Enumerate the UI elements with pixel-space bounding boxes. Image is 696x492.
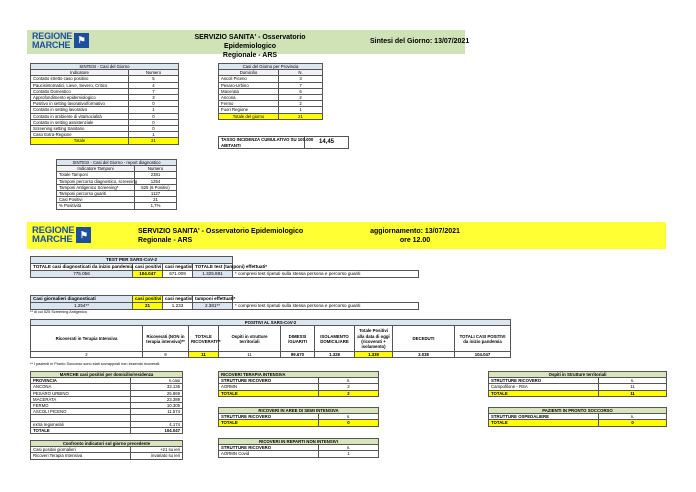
col-indicatore-tamponi: Indicatore Tamponi — [57, 166, 135, 172]
marche-provincia-title: MARCHE casi positivi per domicilio/residenza — [31, 372, 183, 378]
casi-provincia-table — [218, 63, 323, 120]
col-tot-casi: TOTALE casi diagnosticati da inizio pandemia — [31, 264, 133, 271]
col-strutture: STRUTTURE RICOVERO — [219, 445, 319, 451]
col-strutture: STRUTTURE RICOVERO — [489, 378, 599, 384]
test-sars-note: * compresi test ripetuti sulla stessa persona e percorso guariti — [233, 271, 419, 278]
col-provincia: PROVINCIA — [31, 378, 131, 384]
incidenza-label — [219, 137, 314, 149]
row-label: % Positività — [57, 203, 135, 209]
extra-regione-label: extra regione/ali — [31, 421, 131, 427]
col-n: N. — [279, 70, 323, 76]
col-strutture: STRUTTURE RICOVERO — [219, 378, 319, 384]
totale-value: 21 — [279, 113, 323, 119]
pronto-soccorso-table — [488, 407, 667, 427]
header2-title-line1: SERVIZIO SANITA' - Osservatorio Epidemiologico — [138, 228, 304, 235]
regione-marche-logo-top — [32, 32, 89, 49]
totale-label: TOTALE — [219, 420, 319, 426]
positivi-value: 104.047 — [133, 271, 163, 278]
incidenza-label-line1: TASSO INCIDENZA CUMULATIVO SU 100.000 — [221, 137, 314, 142]
row-label: Ascoli Piceno — [219, 76, 279, 82]
row-label: FERMO — [31, 403, 131, 409]
totale-ric-value: 11 — [189, 352, 219, 358]
negativi-value: 671.009 — [163, 271, 193, 278]
row-value: 2 — [319, 384, 379, 390]
row-label: Ancona — [219, 95, 279, 101]
totale-row — [219, 113, 323, 119]
col-strutture: STRUTTURE RICOVERO — [219, 414, 319, 420]
extra-regione-value: 4.174 — [131, 421, 183, 427]
pronto-soccorso-title: PAZIENTI IN PRONTO SOCCORSO — [489, 408, 667, 414]
col-casi-positivi: casi positivi — [133, 264, 163, 271]
row-value: 1 — [129, 132, 179, 138]
ricoveri-ti-title: RICOVERI TERAPIA INTENSIVA — [219, 372, 379, 378]
row-value: 2 — [279, 95, 323, 101]
totale-label: Totale — [31, 138, 129, 144]
row-label: AORMN Covid — [219, 451, 319, 457]
row-value: 11.574 — [131, 409, 183, 415]
col-tamponi: tamponi effettuati* — [193, 296, 233, 303]
header2-title-line2: Regionale - ARS — [138, 237, 193, 244]
row-label: Totale Tamponi — [57, 172, 135, 178]
row-value: 7 — [129, 88, 179, 94]
ospiti-value: 11 — [219, 352, 281, 358]
row-value: +21 su ieri — [131, 447, 183, 453]
confronto-title: Confronto indicatori sul giorno precedente — [31, 441, 183, 447]
col-dimessi: DIMESSI /GUARITI — [281, 326, 315, 352]
ricoveri-non-int-title: RICOVERI IN REPARTI NON INTENSIVI — [219, 439, 379, 445]
row-value: 3 — [279, 76, 323, 82]
col-tot-data: Totale Positivi alla data di oggi (ricoverati + isolamento) — [355, 326, 393, 352]
row-label: Tamponi percorso diagnostico, screening — [57, 178, 135, 184]
row-label: Casi positivi giornalieri — [31, 447, 131, 453]
row-label: Contatto in setting assistenziale — [31, 119, 129, 125]
sintesi-casi-table — [30, 63, 179, 145]
col-isolamento: ISOLAMENTO DOMICILIARE — [315, 326, 355, 352]
row-value: 0 — [129, 126, 179, 132]
incidenza-value: 14,45 — [305, 137, 349, 149]
ospiti-territoriali-table — [488, 371, 667, 397]
table-row — [57, 184, 177, 190]
tot-casi-value: 104.047 — [455, 352, 511, 358]
totale-label: Totale del giorno — [219, 113, 279, 119]
row-value: 0 — [129, 113, 179, 119]
row-value: 1 — [279, 107, 323, 113]
row-value: 10.305 — [131, 403, 183, 409]
ricoveri-non-int-table — [218, 438, 379, 458]
tamponi-giorno: 2.381** — [193, 303, 233, 310]
ricoveri-semi-title: RICOVERI IN AREE DI SEMI INTENSIVA — [219, 408, 379, 414]
row-label: Campofilone - RSA — [489, 384, 599, 390]
isolamento-value: 1.328 — [315, 352, 355, 358]
col-casi-negativi: casi negativi — [163, 296, 193, 303]
col-domicilio: Domicilio — [219, 70, 279, 76]
row-value: 2 — [279, 101, 323, 107]
table-row — [31, 453, 183, 459]
ricoveri-semi-table — [218, 407, 379, 427]
row-value: 525 (6 Positivi) — [135, 184, 177, 190]
logo-line1: REGIONE — [32, 225, 75, 236]
row-value: 1254 — [135, 178, 177, 184]
casi-giornalieri-label: Casi giornalieri diagnosticati — [31, 296, 133, 303]
confronto-table — [30, 440, 183, 460]
header2-aggiornamento-date: aggiornamento: 13/07/2021 — [370, 228, 460, 235]
row-label: Screening setting Sanitario — [31, 126, 129, 132]
row-value: 0 — [129, 101, 179, 107]
col-non-terapia: Ricoverati (NON in terapia intensiva)** — [143, 326, 189, 352]
totale-value: 104.047 — [131, 427, 183, 433]
totale-value: 0 — [319, 420, 379, 426]
totale-value: 0 — [599, 420, 667, 426]
positivi-table — [30, 319, 511, 358]
row-value: 25.869 — [131, 390, 183, 396]
col-n: n. — [599, 378, 667, 384]
incidenza-table — [218, 136, 349, 149]
row-label: ANCONA — [31, 384, 131, 390]
row-label: Macerata — [219, 88, 279, 94]
tot-data-value: 1.339 — [355, 352, 393, 358]
casi-giornalieri-note: * compresi test ripetuti sulla stessa persona e percorso guariti — [233, 303, 419, 310]
totale-value: 2 — [319, 390, 379, 396]
negativi-giorno: 1.233 — [163, 303, 193, 310]
positivi-title: POSITIVI AL SARS-CoV-2 — [31, 320, 511, 326]
row-label: Contatto in ambiente di vita/socialità — [31, 113, 129, 119]
row-label: Pesaro-Urbino — [219, 82, 279, 88]
logo-line2: MARCHE — [32, 234, 73, 246]
tot-casi-value: 775.056 — [31, 271, 133, 278]
row-label: Tamponi Antigenico Screening* — [57, 184, 135, 190]
regione-marche-emblem-icon: ⚑ — [76, 227, 91, 243]
row-value: 1 — [319, 451, 379, 457]
row-label: Contatto Domestico — [31, 88, 129, 94]
ospiti-title: Ospiti in Strutture territoriali — [489, 372, 667, 378]
col-indicatore: Indicatore — [31, 70, 129, 76]
row-value: 6 — [279, 88, 323, 94]
col-ospiti: Ospiti in strutture territoriali — [219, 326, 281, 352]
row-label: Contatto stretto caso positivo — [31, 76, 129, 82]
row-label: Ricoveri Terapia Intensiva — [31, 453, 131, 459]
totale-label: TOTALE — [489, 390, 599, 396]
row-value: 1127 — [135, 191, 177, 197]
col-n: n. — [319, 378, 379, 384]
tot-test-value: 1.325.881 — [193, 271, 233, 278]
col-casi-negativi: casi negativi — [163, 264, 193, 271]
row-value: 3 — [129, 95, 179, 101]
col-casi-positivi: casi positivi — [133, 296, 163, 303]
casi-provincia-title: Casi del Giorno per Provincia — [219, 64, 323, 70]
row-value: 2381 — [135, 172, 177, 178]
header2-title — [138, 227, 303, 245]
test-sars-table — [30, 256, 419, 278]
deceduti-value: 3.038 — [393, 352, 455, 358]
row-label: PESARO URBINO — [31, 390, 131, 396]
row-label: Tamponi percorso guariti — [57, 191, 135, 197]
row-value: 33.136 — [131, 384, 183, 390]
table-row — [57, 203, 177, 209]
row-value: 1 — [129, 107, 179, 113]
positivi-giorno: 21 — [133, 303, 163, 310]
header1-title — [170, 33, 330, 60]
row-label: Caso Extra-Regione — [31, 132, 129, 138]
totale-label: TOTALE — [219, 390, 319, 396]
col-deceduti: DECEDUTI — [393, 326, 455, 352]
row-label: Paucisintomatici, Lieve, Severo, Critico — [31, 82, 129, 88]
sintesi-casi-title: SINTESI - Casi del Giorno — [31, 64, 179, 70]
logo-line1: REGIONE — [32, 31, 73, 41]
totale-label: TOTALE — [31, 427, 131, 433]
non-terapia-value: 9 — [143, 352, 189, 358]
row-label: ASCOLI PICENO — [31, 409, 131, 415]
col-n: n. — [319, 414, 379, 420]
col-strutture: STRUTTURE OSPEDALIERE — [489, 414, 599, 420]
header2-aggiornamento — [360, 227, 470, 245]
row-value: 4 — [129, 82, 179, 88]
incidenza-label-line2: ABITANTI — [221, 142, 241, 148]
row-label: Contatto in setting lavorativo — [31, 107, 129, 113]
header-band-yellow — [27, 222, 666, 249]
logo-line2: MARCHE — [32, 39, 71, 50]
row-value: 7 — [279, 82, 323, 88]
row-value: 1,7% — [135, 203, 177, 209]
row-value: 21 — [135, 197, 177, 203]
totale-value: 21 — [129, 138, 179, 144]
col-n: n. — [599, 414, 667, 420]
regione-marche-emblem-icon: ⚑ — [74, 33, 89, 48]
col-n-casi: n.casi — [131, 378, 183, 384]
row-label: AORMN — [219, 384, 319, 390]
header1-title-line1: SERVIZIO SANITA' - Osservatorio Epidemiologico — [194, 34, 306, 50]
report-diagnostico-table — [56, 159, 177, 210]
row-label: Casi Positivi — [57, 197, 135, 203]
row-label: MACERATA — [31, 396, 131, 402]
totale-label: TOTALE — [489, 420, 599, 426]
col-numero: Numero — [135, 166, 177, 172]
test-sars-title: TEST PER SARS-CoV-2 — [31, 257, 233, 264]
dimessi-value: 99.670 — [281, 352, 315, 358]
row-value: 0 — [129, 119, 179, 125]
row-value: invariato su ieri — [131, 453, 183, 459]
row-label: Fuori Regione — [219, 107, 279, 113]
row-label: Fermo — [219, 101, 279, 107]
col-n: n. — [319, 445, 379, 451]
col-tot-casi: TOTALI CASI POSITIVI da inizio pandemia — [455, 326, 511, 352]
col-totale-ricoverati: TOTALE RICOVERATI** — [189, 326, 219, 352]
marche-provincia-table — [30, 371, 183, 434]
table-row — [219, 451, 379, 457]
casi-giornalieri-table — [30, 295, 419, 310]
header1-title-line2: Regionale - ARS — [222, 52, 278, 59]
casi-giornalieri-value: 1.254** — [31, 303, 133, 310]
row-label: Approfondimento epidemiologico — [31, 95, 129, 101]
col-tot-test: TOTALE test (tamponi) effettuati* — [193, 264, 233, 271]
header1-sintesi-date: Sintesi del Giorno: 13/07/2021 — [370, 38, 470, 45]
ricoveri-ti-table — [218, 371, 379, 397]
col-terapia-intensiva: Ricoverati in Terapia Intensiva — [31, 326, 143, 352]
row-value: 11 — [599, 384, 667, 390]
totale-value: 11 — [599, 390, 667, 396]
totale-row — [31, 138, 179, 144]
pronto-soccorso-footnote: ** I pazienti in Pronto Soccorso sono stati sovrapposti non essendo ricoverati — [30, 362, 160, 366]
row-label: Positivo in setting lavorativo/formativo — [31, 101, 129, 107]
table-row — [57, 178, 177, 184]
col-numero: Numero — [129, 70, 179, 76]
row-value: 23.389 — [131, 396, 183, 402]
terapia-value: 2 — [31, 352, 143, 358]
report-diagnostico-title: SINTESI - Casi del Giorno - report diagnostico — [57, 160, 177, 166]
antigenico-footnote: ** di cui 525 Screening Antigenico — [30, 310, 87, 314]
header2-ore: ore 12.00 — [399, 237, 431, 244]
regione-marche-logo-bottom — [32, 226, 91, 244]
row-value: 5 — [129, 76, 179, 82]
